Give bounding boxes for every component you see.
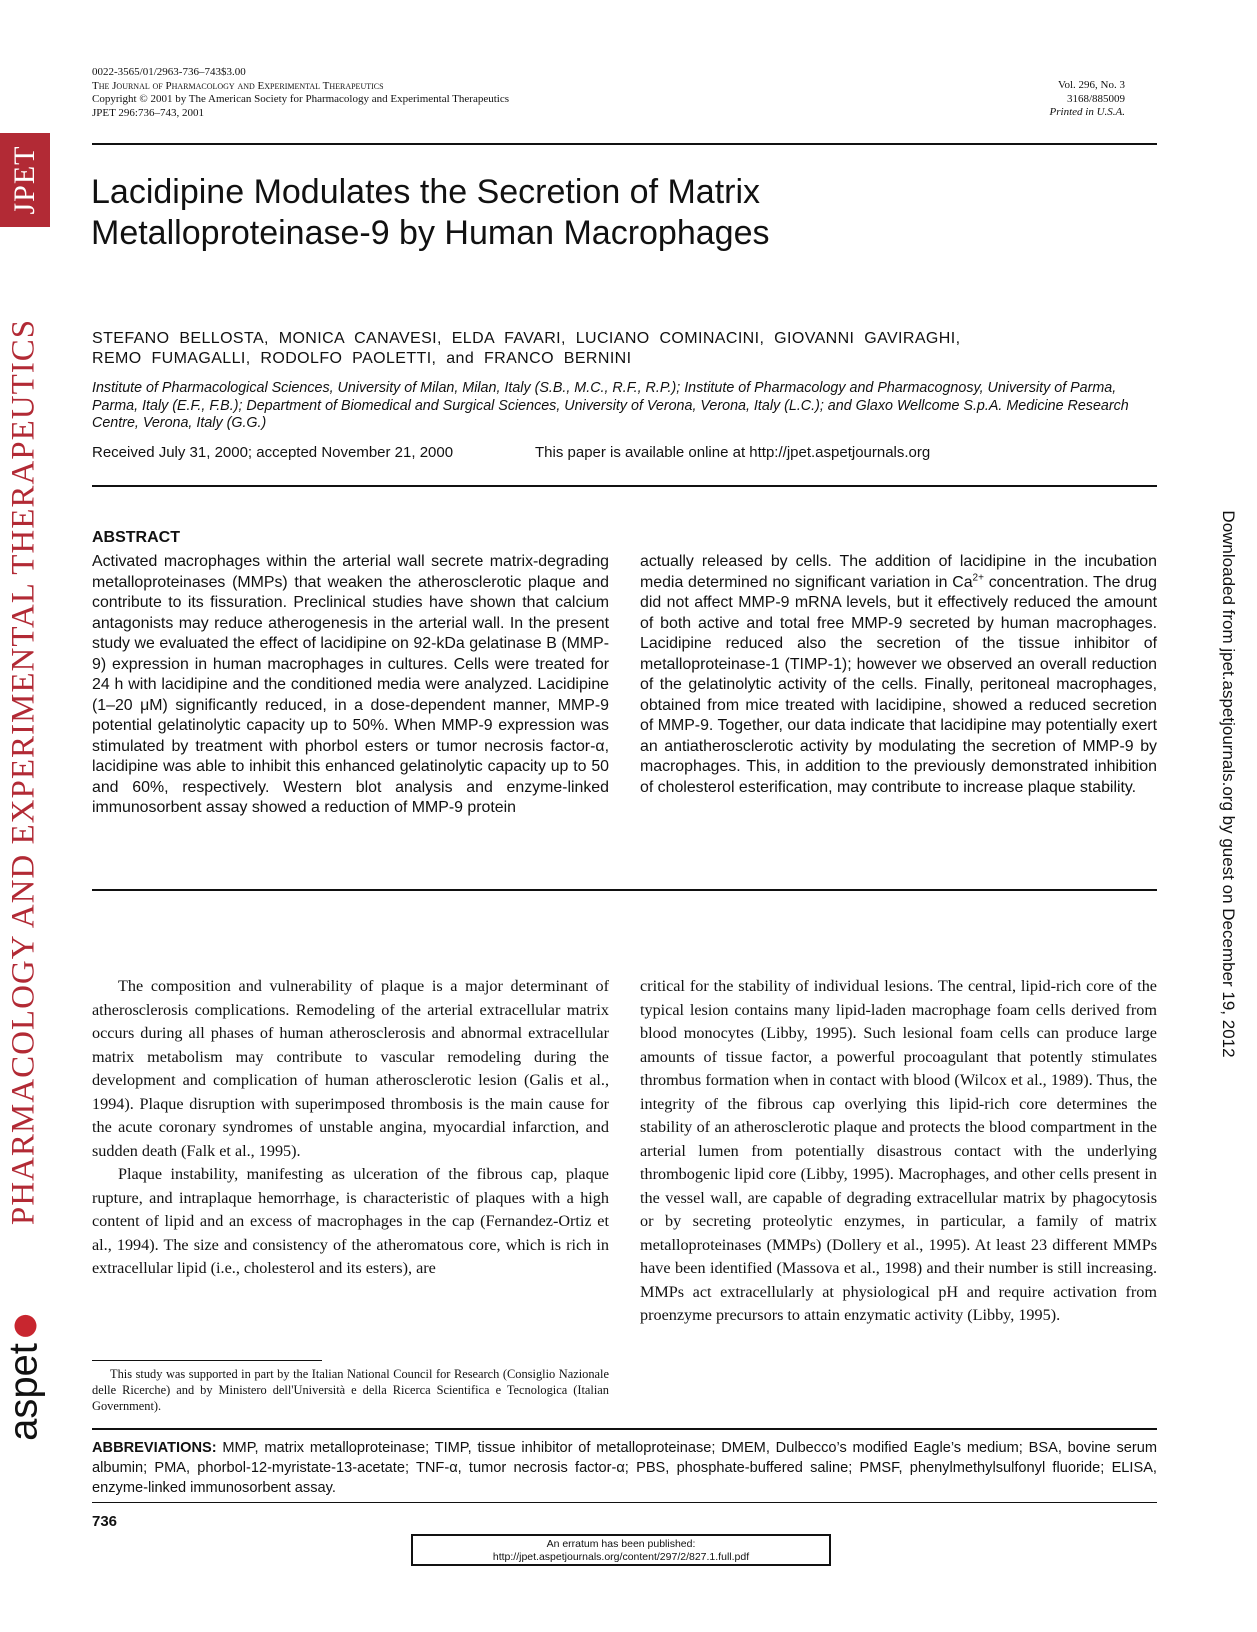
abstract-column-1: Activated macrophages within the arterial wall secrete matrix-degrading metalloproteinases (MMPs) that weaken the atherosclerotic plaque and contribute to its fissuration. Preclinical studies have shown that calcium antagonists may reduce atherogenesis in the arterial wall. In the present study we evaluated the effect of lacidipine on 92-kDa gelatinase B (MMP-9) expression in human macrophages in cultures. Cells were treated for 24 h with lacidipine and the conditioned media were analyzed. Lacidipine (1–20 μM) significantly reduced, in a dose-dependent manner, MMP-9 potential gelatinolytic capacity up to 50%. When MMP-9 expression was stimulated by treatment with phorbol esters or tumor necrosis factor-α, lacidipine was able to inhibit this enhanced gelatinolytic capacity up to 50 and 60%, respectively. Western blot analysis and enzyme-linked immunosorbent assay showed a reduction of MMP-9 protein (92, 553, 609, 816)
online-availability: This paper is available online at http://jpet.aspetjournals.org (535, 444, 931, 461)
authors-line-2: REMO FUMAGALLI, RODOLFO PAOLETTI, and FRANCO BERNINI (92, 350, 632, 367)
sidebar-journal-name: PHARMACOLOGY AND EXPERIMENTAL THERAPEUTICS (5, 318, 42, 1226)
erratum-link[interactable]: http://jpet.aspetjournals.org/content/297/2/827.1.full.pdf (492, 1551, 750, 1563)
header-id: 3168/885009 (1066, 92, 1125, 105)
abbreviations-text: MMP, matrix metalloproteinase; TIMP, tissue inhibitor of metalloproteinase; DMEM, Dulbecco’s modified Eagle’s medium; BSA, bovine serum albumin; PMA, phorbol-12-myristate-13-acetate; TNF-α, tumor necrosis factor-α; PBS, phosphate-buffered saline; PMSF, phenylmethylsulfonyl fluoride; ELISA, enzyme-linked immunosorbent assay. (92, 1440, 1157, 1496)
abstract-divider (92, 889, 1157, 891)
header-citation (92, 66, 509, 120)
title-line-2: Metalloproteinase-9 by Human Macrophages (91, 214, 770, 252)
article-title (91, 172, 769, 254)
affiliations: Institute of Pharmacological Sciences, University of Milan, Milan, Italy (S.B., M.C., R.F., R.P.); Institute of Pharmacology and Pharmacognosy, University of Parma, Parma, Italy (E.F., F.B.); Department of Biomedical and Surgical Sciences, University of Verona, Verona, Italy (L.C.); and Glaxo Wellcome S.p.A. Medicine Research Centre, Verona, Italy (G.G.) (92, 380, 1129, 432)
abstract-superscript: 2+ (972, 572, 984, 584)
abstract-col2-part1: actually released by cells. The addition of lacidipine in the incubation media determined no significant variation in Ca (640, 553, 1157, 591)
received-dates: Received July 31, 2000; accepted November 21, 2000 (92, 444, 454, 461)
body-paragraph-1: The composition and vulnerability of plaque is a major determinant of atherosclerosis complications. Remodeling of the arterial extracellular matrix occurs during all phases of human atherosclerosis and abnormal extracellular matrix metabolism may contribute to vascular remodeling during the development and complication of human atherosclerotic lesion (Galis et al., 1994). Plaque disruption with superimposed thrombosis is the main cause for the acute coronary syndromes of unstable angina, myocardial infarction, and sudden death (Falk et al., 1995). (92, 977, 609, 1160)
abbreviations-divider (92, 1428, 1157, 1430)
header-issn: 0022-3565/01/2963-736–743$3.00 (92, 66, 246, 78)
aspet-logo-mark-icon (15, 1315, 37, 1337)
footnote-divider (92, 1360, 322, 1361)
abbreviations (92, 1438, 1157, 1498)
header-jpet-ref: JPET 296:736–743, 2001 (92, 106, 204, 119)
body-column-2 (640, 975, 1157, 1328)
aspet-logo (2, 1315, 47, 1441)
jpet-badge-label: JPET (8, 145, 41, 215)
abstract-column-2 (640, 552, 1157, 798)
header-divider (92, 143, 1157, 145)
download-note: Downloaded from jpet.aspetjournals.org by guest on December 19, 2012 (1219, 510, 1238, 1058)
header-volume-info (1050, 79, 1125, 120)
page-number: 736 (92, 1513, 118, 1530)
abstract-heading: ABSTRACT (92, 529, 180, 546)
footer-divider (92, 1502, 1157, 1503)
title-divider (92, 485, 1157, 487)
abstract-col2-part2: concentration. The drug did not affect MMP-9 mRNA levels, but it effectively reduced the amount of both active and total free MMP-9 secreted by human macrophages. Lacidipine reduced also the secretion of the tissue inhibitor of metalloproteinase-1 (TIMP-1); however we observed an overall reduction of the gelatinolytic activity of the cells. Finally, peritoneal macrophages, obtained from mice treated with lacidipine, showed a reduced secretion of MMP-9. Together, our data indicate that lacidipine may potentially exert an antiatherosclerotic activity by modulating the secretion of MMP-9 by macrophages. This, in addition to the previously demonstrated inhibition of cholesterol esterification, may contribute to increase plaque stability. (640, 573, 1157, 796)
author-list (92, 329, 960, 369)
erratum-notice (411, 1534, 831, 1566)
header-journal: The Journal of Pharmacology and Experimental Therapeutics (92, 79, 384, 92)
abbreviations-label: ABBREVIATIONS: (92, 1440, 217, 1456)
body-column-1 (92, 975, 609, 1281)
funding-footnote: This study was supported in part by the Italian National Council for Research (Consiglio Nazionale delle Ricerche) and by Ministero dell'Università e della Ricerca Scientifica e Tecnologica (Italian Government). (92, 1367, 609, 1413)
body-paragraph-2: Plaque instability, manifesting as ulceration of the fibrous cap, plaque rupture, and intraplaque hemorrhage, is characteristic of plaques with a high content of lipid and an excess of macrophages in the cap (Fernandez-Ortiz et al., 1994). The size and consistency of the atheromatous core, which is rich in extracellular lipid (i.e., cholesterol and its esters), are (92, 1165, 609, 1277)
jpet-badge (0, 133, 50, 227)
header-volume: Vol. 296, No. 3 (1057, 79, 1125, 91)
header-copyright: Copyright © 2001 by The American Society for Pharmacology and Experimental Therapeutics (92, 93, 509, 105)
aspet-logo-text: aspet (1, 1343, 46, 1441)
authors-line-1: STEFANO BELLOSTA, MONICA CANAVESI, ELDA FAVARI, LUCIANO COMINACINI, GIOVANNI GAVIRAGHI, (92, 330, 961, 347)
title-line-1: Lacidipine Modulates the Secretion of Matrix (91, 173, 761, 211)
header-printed: Printed in U.S.A. (1049, 106, 1125, 118)
body-paragraph-3: critical for the stability of individual lesions. The central, lipid-rich core of the typical lesion contains many lipid-laden macrophage foam cells derived from blood monocytes (Libby, 1995). Such lesional foam cells can produce large amounts of tissue factor, a powerful procoagulant that potently stimulates thrombus formation when in contact with blood (Wilcox et al., 1989). Thus, the integrity of the fibrous cap overlying this lipid-rich core determines the stability of an atherosclerotic plaque and protects the blood compartment in the arterial lumen from potentially disastrous contact with the underlying thrombogenic lipid core (Libby, 1995). Macrophages, and other cells present in the vessel wall, are capable of degrading extracellular matrix by phagocytosis or by secreting proteolytic enzymes, in particular, a family of matrix metalloproteinases (MMPs) (Dollery et al., 1995). At least 23 different MMPs have been identified (Massova et al., 1998) and their number is still increasing. MMPs act extracellularly at physiological pH and require activation from proenzyme precursors to attain enzymatic activity (Libby, 1995). (640, 977, 1157, 1324)
erratum-line-1: An erratum has been published: (546, 1538, 696, 1550)
